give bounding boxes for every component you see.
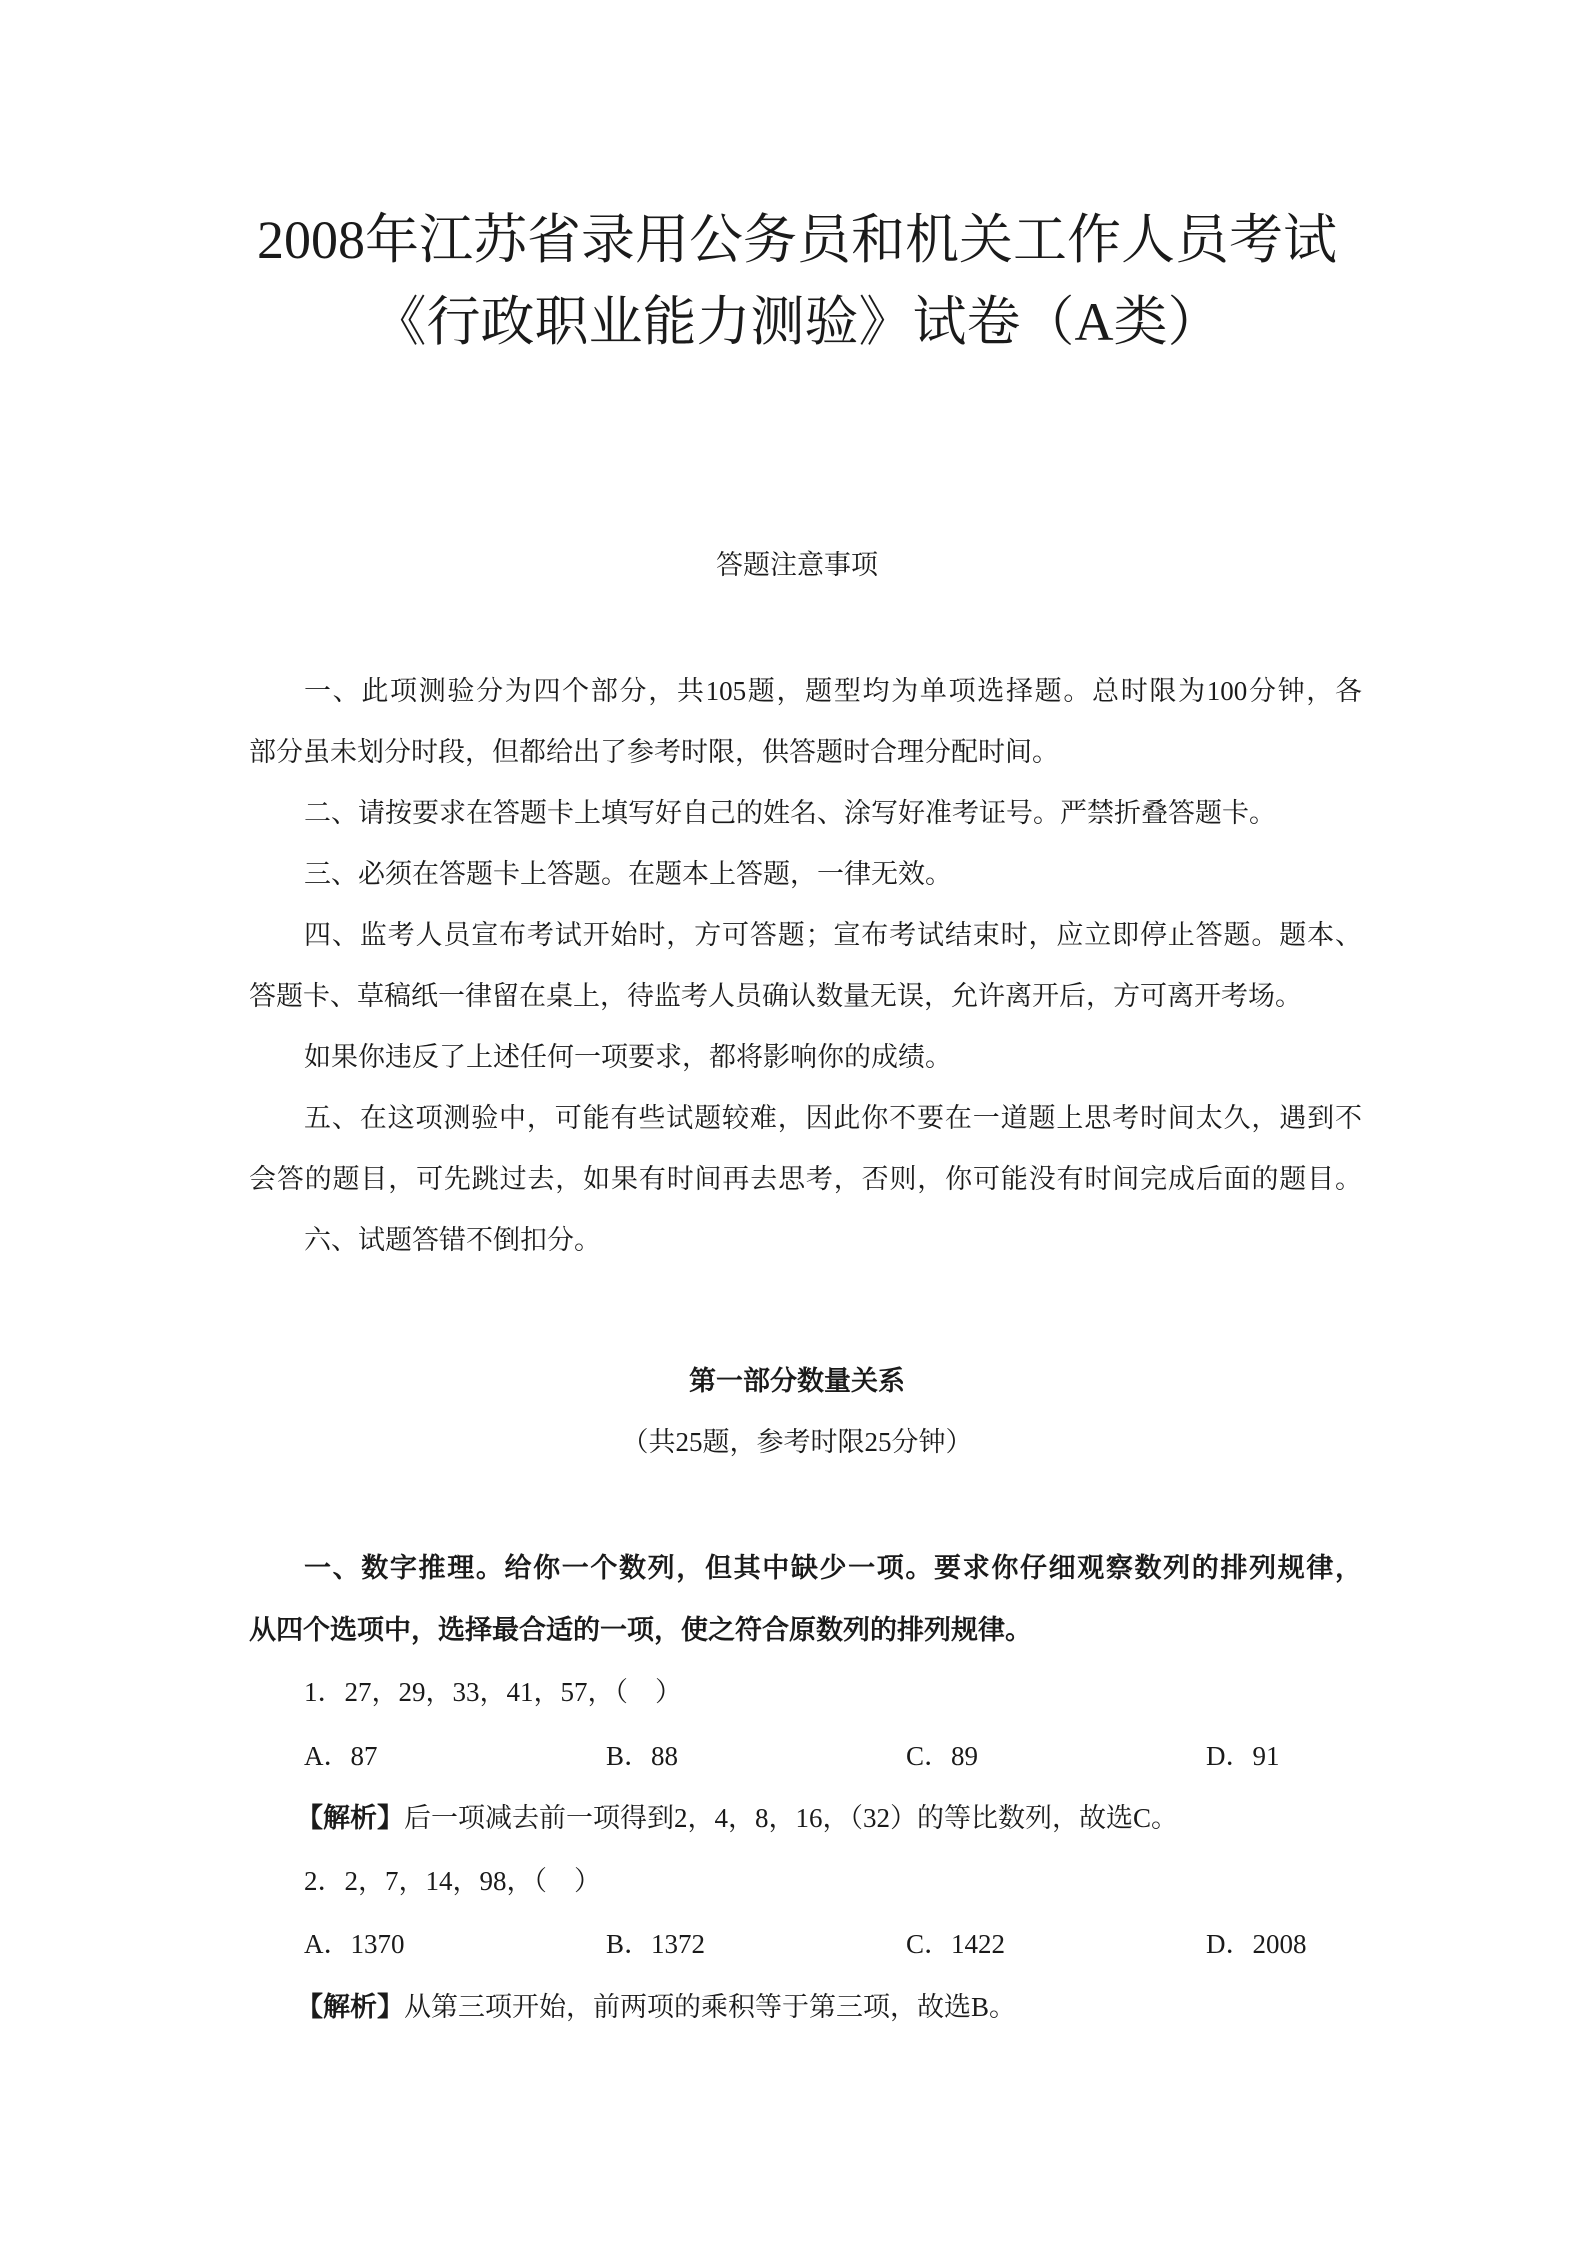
section-instruction: 一、数字推理。给你一个数列，但其中缺少一项。要求你仔细观察数列的排列规律， — [304, 1553, 1362, 1583]
part-heading: 第一部分数量关系 — [689, 1366, 905, 1396]
question-2-analysis — [296, 1990, 1016, 2024]
notes-line: 会答的题目，可先跳过去，如果有时间再去思考，否则，你可能没有时间完成后面的题目。 — [249, 1164, 1362, 1194]
notes-line: 六、试题答错不倒扣分。 — [304, 1225, 601, 1255]
question-1-option-b: B．88 — [606, 1741, 679, 1771]
notes-line: 四、监考人员宣布考试开始时，方可答题；宣布考试结束时，应立即停止答题。题本、 — [304, 920, 1362, 950]
question-2-option-c: C．1422 — [906, 1929, 1006, 1959]
notes-line: 二、请按要求在答题卡上填写好自己的姓名、涂写好准考证号。严禁折叠答题卡。 — [304, 798, 1276, 828]
notes-line: 如果你违反了上述任何一项要求，都将影响你的成绩。 — [304, 1042, 952, 1072]
question-1-option-a: A．87 — [304, 1741, 378, 1771]
notes-line: 一、此项测验分为四个部分，共105题，题型均为单项选择题。总时限为100分钟，各 — [304, 676, 1362, 706]
notes-heading: 答题注意事项 — [716, 550, 878, 580]
question-2-option-d: D．2008 — [1206, 1929, 1307, 1959]
document-title-line2: 《行政职业能力测验》试卷（A类） — [372, 292, 1222, 352]
analysis-text: 从第三项开始，前两项的乘积等于第三项，故选B。 — [404, 1992, 1017, 2022]
part-subheading: （共25题，参考时限25分钟） — [621, 1427, 973, 1457]
notes-line: 部分虽未划分时段，但都给出了参考时限，供答题时合理分配时间。 — [249, 737, 1059, 767]
question-2-option-a: A．1370 — [304, 1929, 405, 1959]
question-2-stem: 2．2，7，14，98，（ ） — [304, 1866, 601, 1896]
notes-line: 五、在这项测验中，可能有些试题较难，因此你不要在一道题上思考时间太久，遇到不 — [304, 1103, 1362, 1133]
document-title-line1: 2008年江苏省录用公务员和机关工作人员考试 — [257, 210, 1337, 270]
notes-line: 答题卡、草稿纸一律留在桌上，待监考人员确认数量无误，允许离开后，方可离开考场。 — [249, 981, 1302, 1011]
analysis-text: 后一项减去前一项得到2，4，8，16，（32）的等比数列，故选C。 — [404, 1803, 1179, 1833]
question-1-analysis — [296, 1801, 1178, 1835]
notes-line: 三、必须在答题卡上答题。在题本上答题，一律无效。 — [304, 859, 952, 889]
analysis-label: 【解析】 — [296, 1803, 404, 1833]
analysis-label: 【解析】 — [296, 1992, 404, 2022]
question-1-option-c: C．89 — [906, 1741, 979, 1771]
question-1-option-d: D．91 — [1206, 1741, 1280, 1771]
question-2-option-b: B．1372 — [606, 1929, 706, 1959]
section-instruction: 从四个选项中，选择最合适的一项，使之符合原数列的排列规律。 — [249, 1615, 1032, 1645]
question-1-stem: 1．27，29，33，41，57，（ ） — [304, 1677, 682, 1707]
